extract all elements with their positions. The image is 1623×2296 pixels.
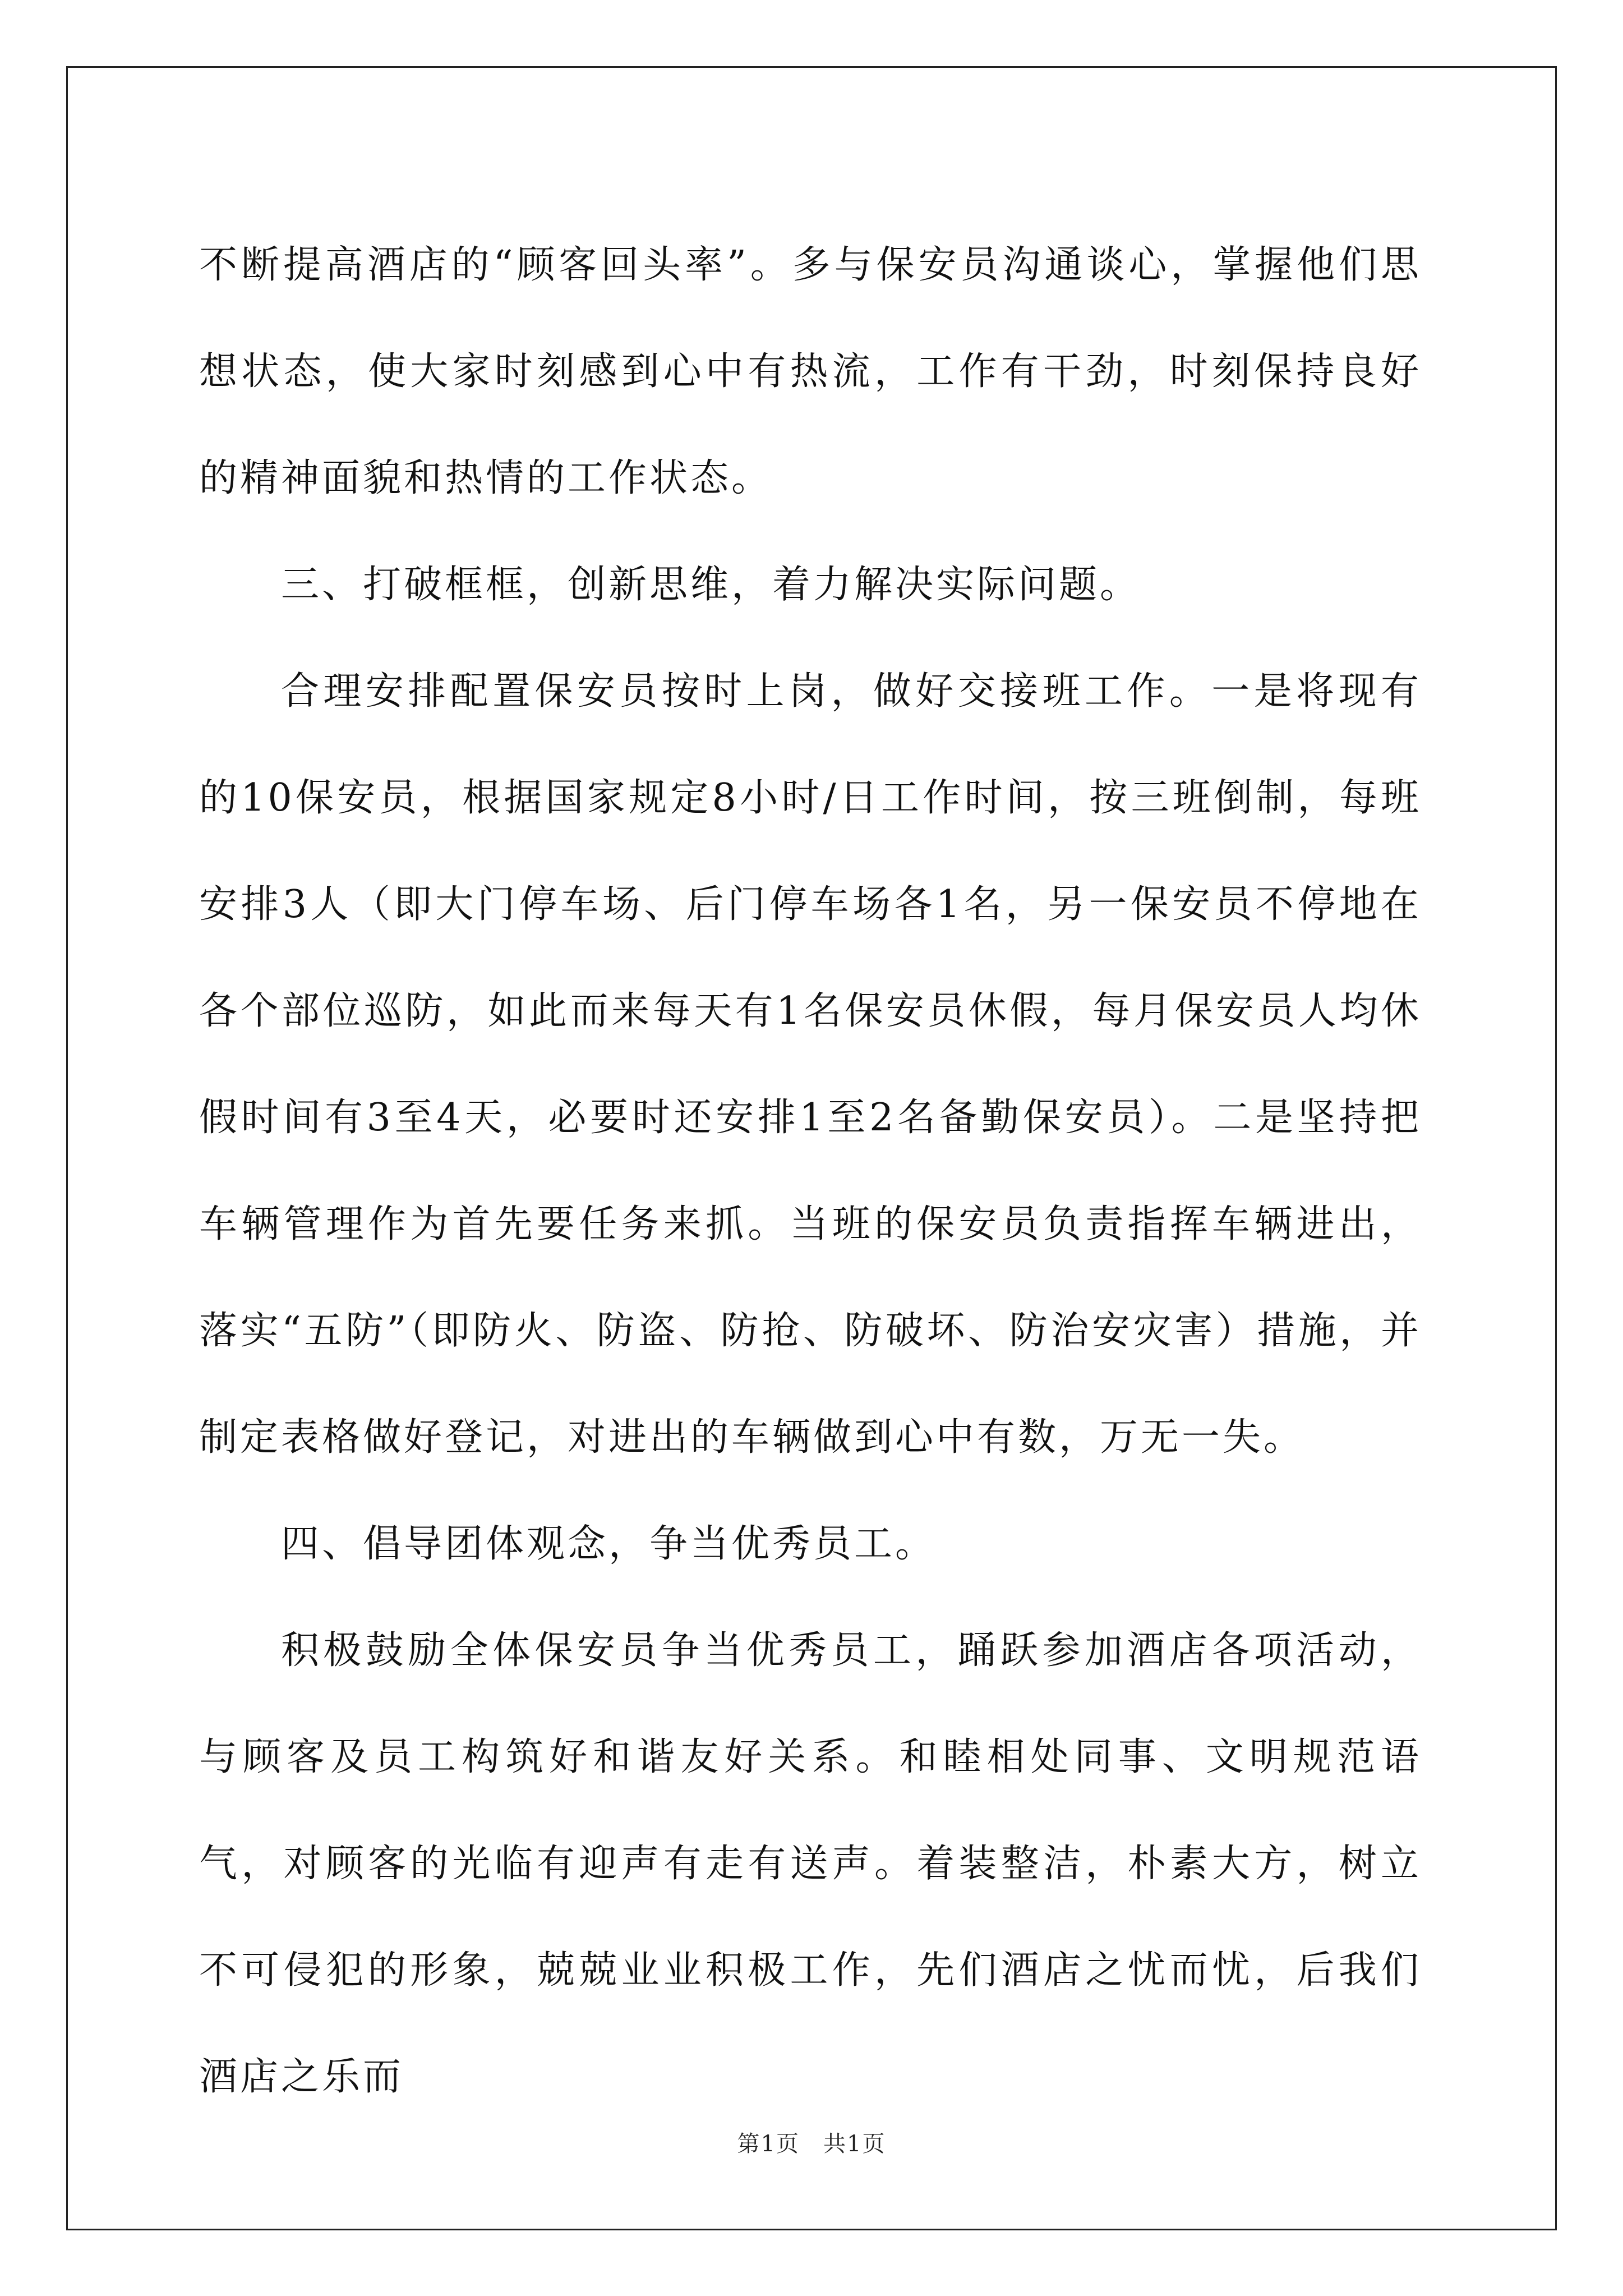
paragraph: 积极鼓励全体保安员争当优秀员工，踊跃参加酒店各项活动，与顾客及员工构筑好和谐友好关系。和睦相处同事、文明规范语气，对顾客的光临有迎声有走有送声。着装整洁，朴素大方，树立不可侵犯的形象，兢兢业业积极工作，先们酒店之忧而忧，后我们酒店之乐而 bbox=[199, 1628, 1422, 2099]
paragraph: 不断提高酒店的“顾客回头率”。多与保安员沟通谈心，掌握他们思想状态，使大家时刻感到心中有热流，工作有干劲，时刻保持良好的精神面貌和热情的工作状态。 bbox=[199, 243, 1422, 500]
document-body bbox=[199, 212, 1422, 2131]
section-heading: 三、打破框框，创新思维，着力解决实际问题。 bbox=[281, 563, 1141, 607]
page-number: 第1页 共1页 bbox=[737, 2131, 886, 2157]
paragraph: 合理安排配置保安员按时上岗，做好交接班工作。一是将现有的10保安员，根据国家规定8小时/日工作时间，按三班倒制，每班安排3人（即大门停车场、后门停车场各1名，另一保安员不停地在各个部位巡防，如此而来每天有1名保安员休假，每月保安员人均休假时间有3至4天，必要时还安排1至2名备勤保安员）。二是坚持把车辆管理作为首先要任务来抓。当班的保安员负责指挥车辆进出，落实“五防”（即防火、防盗、防抢、防破坏、防治安灾害）措施，并制定表格做好登记，对进出的车辆做到心中有数，万无一失。 bbox=[199, 669, 1422, 1460]
section-heading: 四、倡导团体观念，争当优秀员工。 bbox=[281, 1522, 937, 1566]
